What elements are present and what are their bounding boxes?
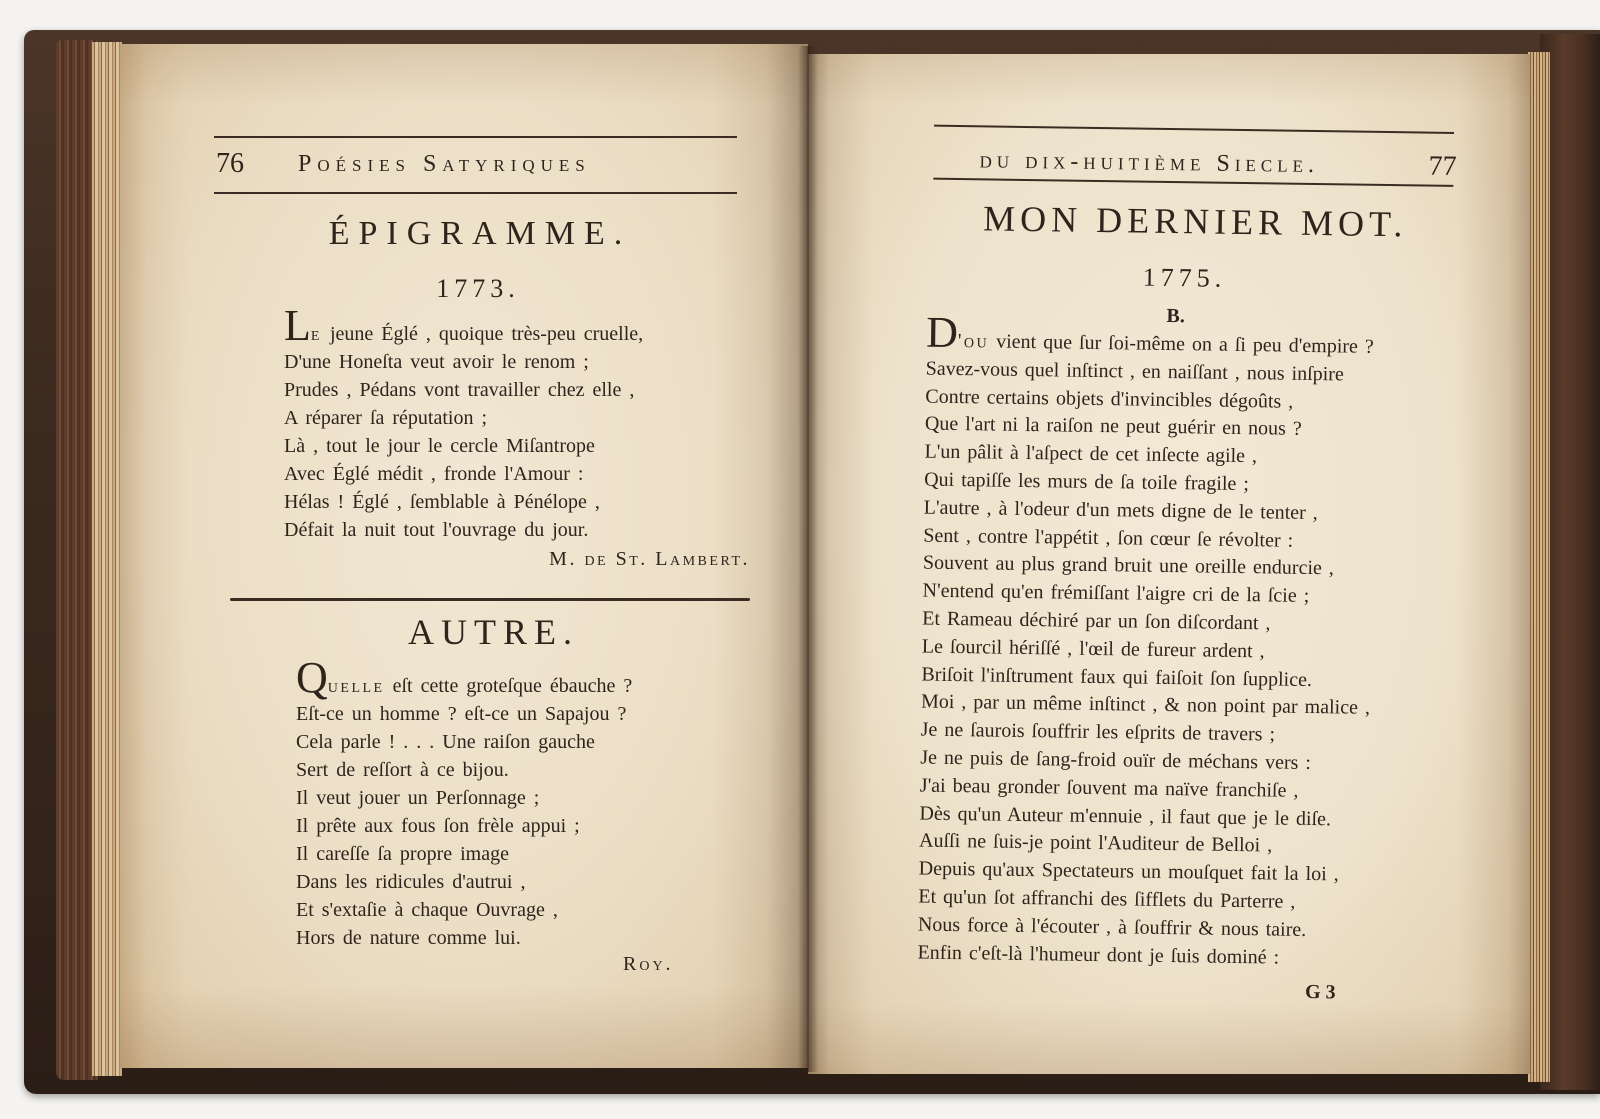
poem-line: Eſt-ce un homme ? eſt-ce un Sapajou ? [296, 703, 627, 725]
poem-line: Hors de nature comme lui. [296, 927, 521, 949]
poem-line: Moi , par un même inſtinct , & non point par malice , [920, 690, 1371, 720]
poem-year: 1773. [436, 274, 520, 303]
poem-line: Défait la nuit tout l'ouvrage du jour. [284, 519, 589, 541]
poem-line: Et s'extaſie à chaque Ouvrage , [296, 899, 558, 921]
drop-cap: D [925, 307, 959, 358]
poem-first-line [296, 653, 633, 702]
poem-line: Savez-vous quel inſtinct , en naiſſant , nous inſpire [925, 357, 1344, 386]
poem-line: Depuis qu'aux Spectateurs un mouſquet fait la loi , [918, 857, 1339, 886]
poem-author: Roy. [623, 953, 674, 975]
poem-line: Cela parle ! . . . Une raiſon gauche [296, 731, 595, 753]
poem-title: MON DERNIER MOT. [982, 198, 1408, 245]
poem-title: ÉPIGRAMME. [328, 215, 632, 252]
drop-cap: L [284, 301, 311, 350]
line-text: jeune Églé , quoique très-peu cruelle, [321, 323, 644, 345]
right-page [808, 54, 1530, 1074]
running-head-bottom-rule [214, 192, 737, 194]
poem-line: L'un pâlit à l'aſpect de cet inſecte agile , [924, 440, 1258, 468]
poem-line: Avec Églé médit , fronde l'Amour : [284, 463, 584, 485]
poem-line: Et Rameau déchiré par un ſon diſcordant , [922, 607, 1271, 635]
right-page-content [801, 49, 1537, 1079]
poem-verse [284, 301, 644, 544]
poem-line: Il prête aux fous ſon frèle appui ; [296, 815, 580, 837]
poem-line: Sent , contre l'appétit , ſon cœur ſe révolter : [923, 524, 1294, 552]
small-caps-lead: 'ou [957, 330, 990, 353]
poem-line: Hélas ! Églé , ſemblable à Pénélope , [284, 491, 600, 513]
poem-line: Souvent au plus grand bruit une oreille endurcie , [922, 551, 1335, 580]
page-number: 77 [1428, 150, 1457, 182]
poem-line: D'une Honeſta veut avoir le renom ; [284, 351, 589, 373]
small-caps-lead: uelle [327, 675, 385, 697]
poem-title: AUTRE. [408, 612, 579, 652]
running-head [214, 144, 737, 184]
poem-year: 1775. [1142, 262, 1227, 293]
poem-line: A réparer ſa réputation ; [284, 407, 488, 429]
poem-line: Dans les ridicules d'autrui , [296, 871, 526, 893]
line-text: vient que ſur ſoi-même on a ſi peu d'empire ? [989, 330, 1374, 358]
running-head-title: du dix-huitième Siecle. [979, 147, 1320, 179]
running-head-top-rule [214, 136, 737, 138]
poem-line: J'ai beau gronder ſouvent ma naïve franchiſe , [919, 774, 1299, 802]
poem-line: Et qu'un ſot affranchi des ſifflets du Parterre , [918, 885, 1296, 913]
poem-line: Là , tout le jour le cercle Miſantrope [284, 435, 595, 457]
gutter-shadow [798, 46, 818, 1072]
left-page [120, 44, 808, 1068]
running-head-title: Poésies Satyriques [298, 151, 591, 177]
line-text: eſt cette groteſque ébauche ? [384, 675, 633, 697]
small-caps-lead: e [310, 323, 322, 345]
page-edges-left [92, 42, 122, 1076]
poem-line: Enfin c'eſt-là l'humeur dont je ſuis dominé : [917, 941, 1280, 969]
poem-line: Auſſi ne ſuis-je point l'Auditeur de Belloi , [918, 829, 1273, 857]
poem-line: Contre certains objets d'invincibles dégoûts , [925, 385, 1294, 413]
poem-line: Le ſourcil hériſſé , l'œil de fureur ardent , [921, 635, 1265, 663]
poem-line: Sert de reſſort à ce bijou. [296, 759, 509, 781]
poem-line: Il careſſe ſa propre image [296, 843, 509, 865]
poem-first-line [284, 301, 644, 350]
signature-mark: G 3 [1304, 980, 1336, 1004]
page-number: 76 [216, 148, 244, 179]
poem-verse [917, 307, 1375, 974]
running-head-top-rule [934, 125, 1454, 134]
poem-line: Je ne puis de ſang-froid ouïr de méchans vers : [920, 746, 1312, 774]
poem-line: Il veut jouer un Perſonnage ; [296, 787, 540, 809]
poem-author: M. de St. Lambert. [549, 548, 750, 570]
poem-verse [296, 653, 633, 952]
poem-line: Nous force à l'écouter , à ſouffrir & nous taire. [917, 913, 1307, 941]
attribution-initial: B. [1166, 304, 1185, 328]
poem-line: Prudes , Pédans vont travailler chez elle , [284, 379, 635, 401]
poem-line: Que l'art ni la raiſon ne peut guérir en nous ? [924, 412, 1302, 441]
drop-cap: Q [296, 653, 328, 702]
poem-line: Qui tapiſſe les murs de ſa toile fragile ; [924, 468, 1250, 496]
poem-line: L'autre , à l'odeur d'un mets digne de le tenter , [923, 496, 1318, 524]
poem-line: N'entend qu'en frémiſſant l'aigre cri de la ſcie ; [922, 579, 1310, 608]
section-divider-rule [230, 598, 750, 601]
poem-line: Dès qu'un Auteur m'ennuie , il faut que je le diſe. [919, 802, 1332, 830]
poem-line: Je ne ſaurois ſouffrir les eſprits de travers ; [920, 718, 1276, 746]
poem-line: Briſoit l'inſtrument faux qui faiſoit ſon ſupplice. [921, 663, 1313, 691]
